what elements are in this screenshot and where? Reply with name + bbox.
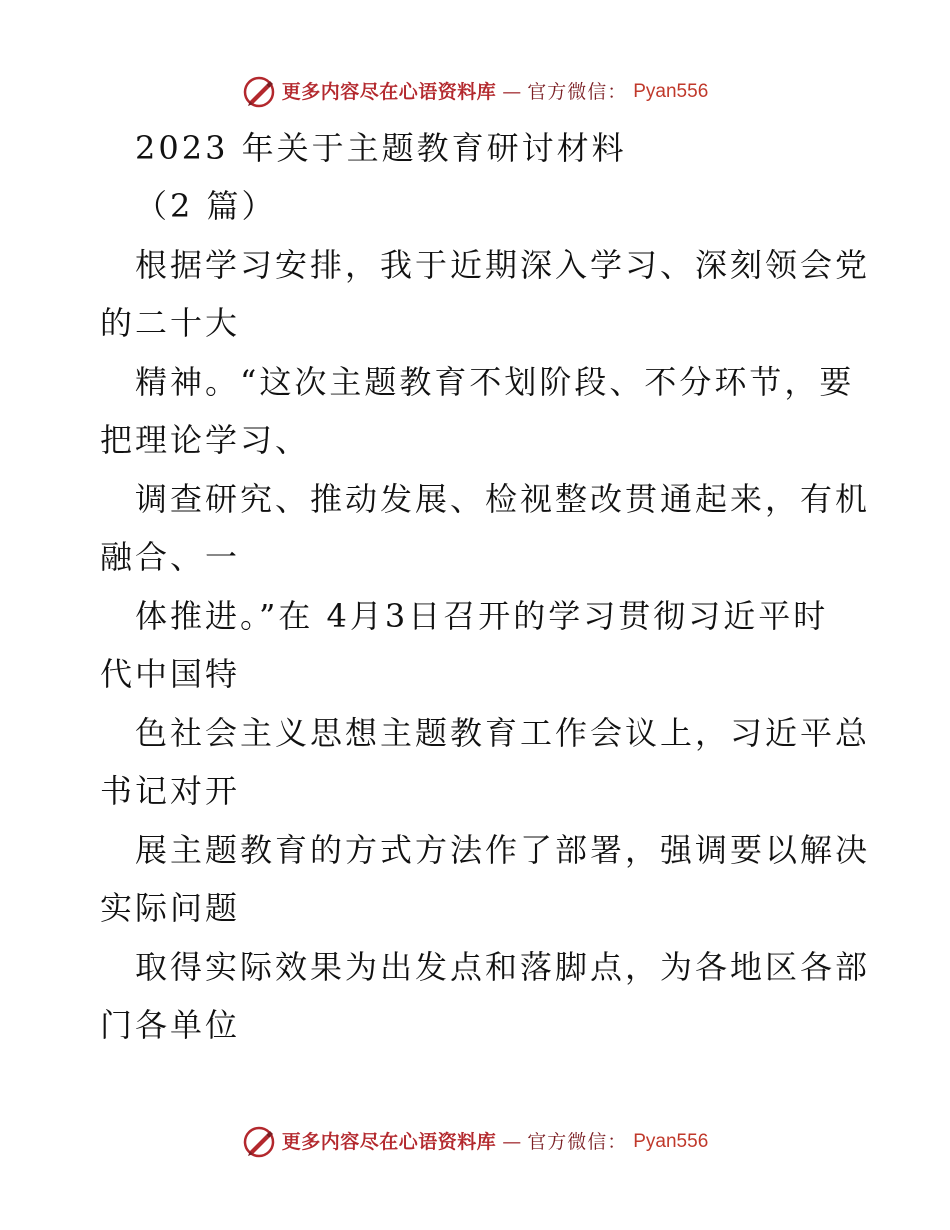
body-line: 代中国特 [100, 655, 241, 693]
body-line: 融合、一 [100, 538, 241, 576]
watermark-wechat-id: Pyan556 [633, 1131, 709, 1152]
pen-logo-icon [242, 1125, 276, 1159]
body-line: 书记对开 [100, 772, 241, 810]
watermark-wechat-label: 官方微信： [527, 1131, 628, 1153]
body-line: 的二十大 [100, 304, 241, 342]
document-subtitle: （2 篇） [135, 187, 277, 225]
watermark-dash: — [502, 1131, 522, 1153]
watermark-main-text: 更多内容尽在心语资料库 [281, 1131, 497, 1153]
body-line: 把理论学习、 [100, 421, 311, 459]
watermark-wechat-label: 官方微信： [527, 81, 628, 103]
body-line: 实际问题 [100, 889, 241, 927]
body-line: 展主题教育的方式方法作了部署，强调要以解决 [135, 831, 871, 869]
watermark-main-text: 更多内容尽在心语资料库 [281, 81, 497, 103]
body-line: 精神。“这次主题教育不划阶段、不分环节，要 [135, 363, 855, 401]
body-line: 调查研究、推动发展、检视整改贯通起来，有机 [135, 480, 871, 518]
body-line: 色社会主义思想主题教育工作会议上，习近平总 [135, 714, 871, 752]
header-watermark [0, 75, 950, 109]
body-line: 取得实际效果为出发点和落脚点，为各地区各部 [135, 948, 871, 986]
watermark-wechat-id: Pyan556 [633, 81, 709, 102]
pen-logo-icon [242, 75, 276, 109]
body-line: 根据学习安排，我于近期深入学习、深刻领会党 [135, 246, 871, 284]
footer-watermark [0, 1125, 950, 1159]
body-line: 体推进。”在 4月3日召开的学习贯彻习近平时 [135, 597, 829, 635]
body-line: 门各单位 [100, 1006, 241, 1044]
watermark-dash: — [502, 81, 522, 103]
document-title: 2023 年关于主题教育研讨材料 [135, 129, 627, 167]
